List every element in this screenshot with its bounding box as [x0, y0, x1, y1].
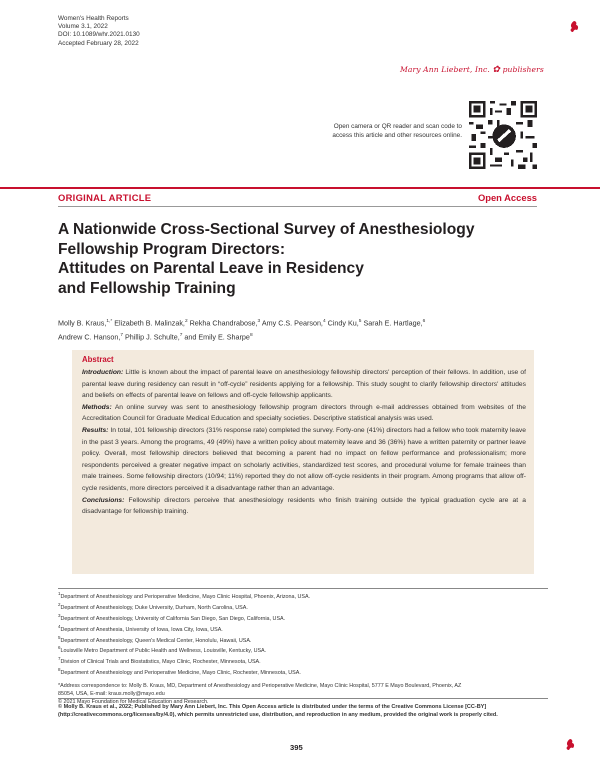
- author-affiliation-marker: 3: [257, 319, 261, 324]
- article-title: [58, 220, 538, 298]
- open-access-label: Open Access: [477, 192, 537, 203]
- copyright-line: © 2021 Mayo Foundation for Medical Education and Research.: [58, 699, 209, 706]
- section-divider: [0, 187, 600, 189]
- license-rule: [58, 698, 548, 699]
- abstract-results: [82, 425, 526, 495]
- qr-instructions: Open camera or QR reader and scan code to access this article and other resources online.: [332, 123, 462, 139]
- affiliation-item: $^7$Division of Clinical Trials and Biostatistics, Mayo Clinic, Rochester, Minnesota, USA.: [58, 656, 261, 666]
- journal-volume: Volume 3.1, 2022: [58, 23, 108, 31]
- title-line: A Nationwide Cross-Sectional Survey of Anesthesiology: [58, 221, 475, 238]
- publisher-logo-icon: ✿: [492, 65, 501, 75]
- affiliation-item: $^4$Department of Anesthesia, University of Iowa, Iowa City, Iowa, USA.: [58, 623, 223, 633]
- author-name: and Emily E. Sharpe: [182, 332, 250, 342]
- journal-info: [58, 15, 140, 48]
- article-type: ORIGINAL ARTICLE: [58, 192, 152, 203]
- title-line: Fellowship Program Directors:: [58, 240, 286, 258]
- correspondence-line: 85054, USA, E-mail: kraus.molly@mayo.edu: [58, 691, 165, 698]
- author-affiliation-marker: 1,*: [106, 319, 113, 324]
- abstract-box: [72, 350, 534, 574]
- title-line: Attitudes on Parental Leave in Residency: [58, 260, 364, 277]
- abstract-label: Methods:: [82, 403, 112, 411]
- abstract-label: Conclusions:: [82, 496, 125, 504]
- publisher-logo-suffix: publishers: [502, 65, 544, 74]
- affiliation-item: $^5$Department of Anesthesiology, Queen's Medical Center, Honolulu, Hawaii, USA.: [58, 634, 252, 644]
- author-list: [58, 316, 548, 344]
- abstract-paragraph: Fellowship directors perceive that anesthesiology residents who finish training outside the typical graduation cycle are at a disadvantage for fellowship training.: [82, 496, 526, 516]
- page-number: 395: [290, 743, 303, 752]
- author-name: Cindy Ku,: [325, 318, 359, 328]
- accepted-date: Accepted February 28, 2022: [58, 39, 139, 47]
- abstract-paragraph: Little is known about the impact of parental leave on anesthesiology fellowship directors' perception of their fellows. In addition, use of parental leave during residency can result in “off-cycle” residents applying for a fellowship. This study sought to clarify fellowship directors' attitudes and beliefs on effects of parental leave on fellows and off-cycle fellowship applicants.: [82, 369, 527, 400]
- abstract-conclusions: [82, 495, 526, 518]
- author-affiliation-marker: 6: [422, 319, 426, 324]
- affiliations: [58, 588, 548, 706]
- abstract-heading: Abstract: [82, 355, 114, 364]
- title-line: and Fellowship Training: [58, 279, 236, 297]
- abstract-methods: [82, 402, 526, 425]
- author-name: Amy C.S. Pearson,: [260, 318, 323, 328]
- author-affiliation-marker: 8: [249, 332, 253, 338]
- abstract-label: Results:: [82, 426, 109, 434]
- publisher-mark-icon: [563, 738, 577, 752]
- affiliation-item: $^6$Louisville Metro Department of Public Health and Wellness, Louisville, Kentucky, USA.: [58, 645, 267, 655]
- author-name: Elizabeth B. Malinzak,: [112, 318, 185, 328]
- section-rule: [58, 206, 537, 207]
- affiliation-item: $^1$Department of Anesthesiology and Perioperative Medicine, Mayo Clinic Hospital, Phoenix, Arizona, USA.: [58, 591, 311, 600]
- author-name: Phillip J. Schulte,: [123, 332, 180, 342]
- affiliation-item: $^8$Department of Anesthesiology and Perioperative Medicine, Mayo Clinic, Rochester, Minnesota, USA.: [58, 667, 301, 677]
- author-affiliation-marker: 7: [120, 332, 123, 338]
- author-affiliation-marker: 5: [358, 319, 362, 324]
- qr-code-icon[interactable]: [469, 101, 537, 169]
- correspondence-line: *Address correspondence to: Molly B. Kraus, MD, Department of Anesthesiology and Perioperative Medicine, Mayo Clinic Hospital, 5777 E Mayo Boulevard, Phoenix, AZ: [58, 683, 462, 690]
- affiliation-item: $^3$Department of Anesthesiology, University of California San Diego, San Diego, California, USA.: [58, 612, 286, 622]
- affiliation-divider: [58, 588, 548, 589]
- author-name: Sarah E. Hartlage,: [361, 318, 423, 328]
- author-name: Rekha Chandrabose,: [187, 318, 258, 328]
- author-line: [58, 316, 548, 330]
- license-statement: © Molly B. Kraus et al., 2022; Published by Mary Ann Liebert, Inc. This Open Access article is distributed under the terms of the Creative Commons License [CC-BY] (http://creativecommons.org/licenses/by/4.0), which permits unrestricted use, distribution, and reproduction in any medium, provided the original work is properly cited.: [58, 704, 498, 719]
- author-name: Andrew C. Hanson,: [58, 332, 121, 342]
- abstract-paragraph: An online survey was sent to anesthesiology fellowship program directors through e-mail addresses obtained from websites of the Accreditation Council for Graduate Medical Education and specialty societies. Descriptive statistical analysis was used.: [82, 403, 526, 423]
- abstract-label: Introduction:: [82, 369, 124, 376]
- publisher-mark-icon: [567, 20, 581, 34]
- author-name: Molly B. Kraus,: [58, 318, 107, 328]
- author-affiliation-marker: 4: [322, 319, 326, 324]
- affiliation-item: $^2$Department of Anesthesiology, Duke University, Durham, North Carolina, USA.: [58, 601, 248, 611]
- publisher-logo-text: Mary Ann Liebert, Inc.: [400, 65, 490, 74]
- doi: DOI: 10.1089/whr.2021.0130: [58, 31, 140, 39]
- author-line: [58, 330, 548, 344]
- author-affiliation-marker: 2: [184, 319, 188, 324]
- publisher-logo: [400, 65, 544, 75]
- abstract-introduction: [82, 367, 526, 402]
- author-affiliation-marker: 7: [179, 332, 183, 338]
- abstract-paragraph: In total, 101 fellowship directors (31% response rate) completed the survey. Forty-one (41%) directors had a fellow who took maternity leave in the past 3 years. Among the programs, 49 (49%) have a written policy about maternity leave and 36 (36%) have a written paternity or partner leave policy. Overall, most fellowship directors believed that becoming a parent had no impact on fellow performance and professionalism; more respondents perceived a greater negative impact on scholarly activities, standardized test scores, and procedural volume for female trainees than male trainees. Some fellowship directors (10/94; 11%) reported they do not allow off-cycle residents in their program. Among programs that allow off-cycle residents, more directors perceived it a disadvantage rather than an advantage.: [82, 426, 526, 492]
- journal-name: Women's Health Reports: [58, 15, 129, 22]
